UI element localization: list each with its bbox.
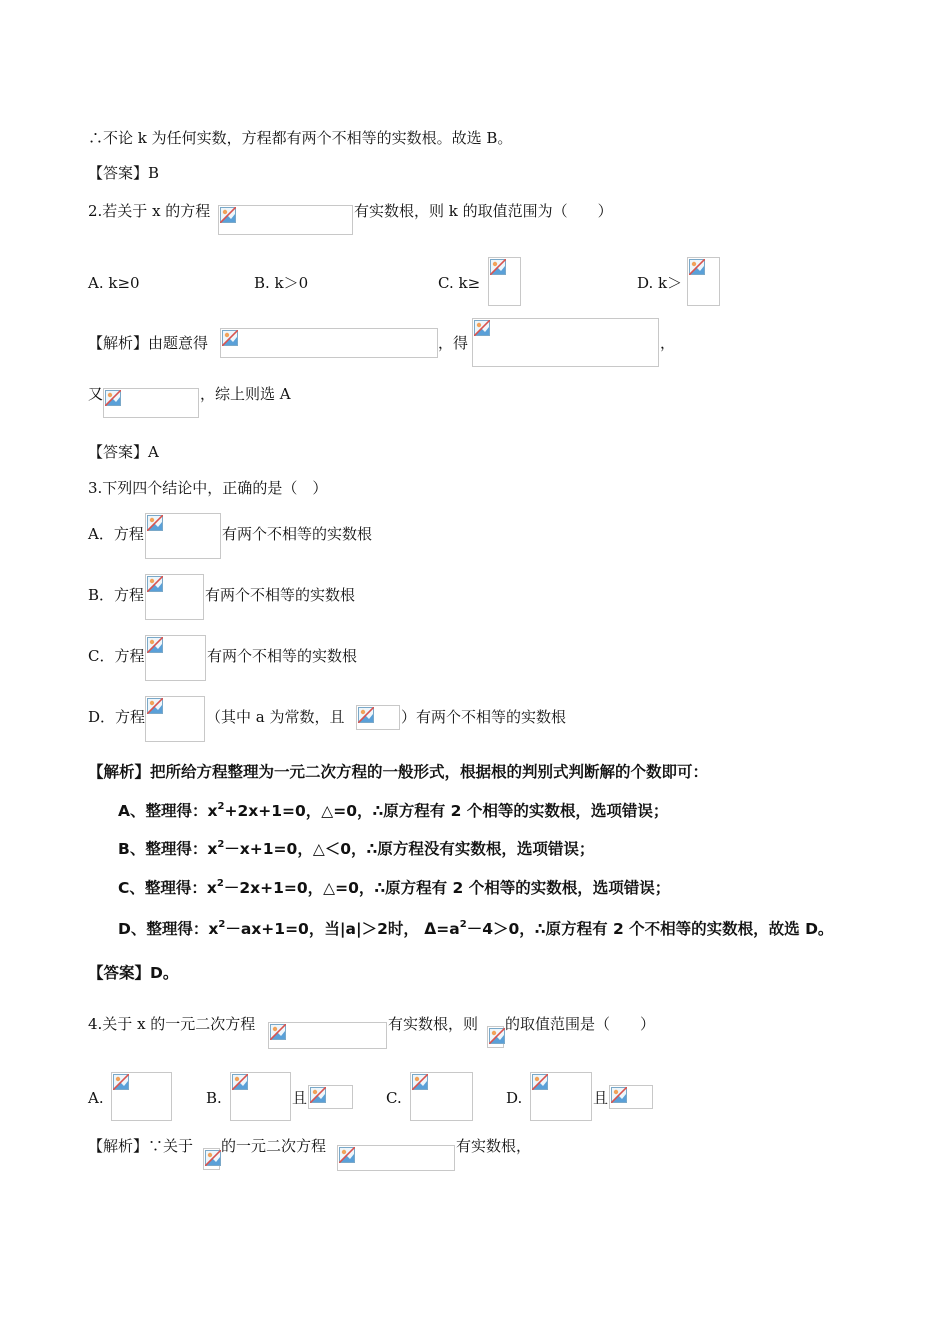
analysis-3-a: A、整理得：$x^2+2x+1=0$，△=0，∴原方程有 2 个相等的实数根，选项错误； — [118, 801, 669, 820]
option-c: C. — [386, 1089, 402, 1107]
analysis-4-mid: 的一元二次方程 — [221, 1137, 327, 1155]
formula-image — [308, 1085, 353, 1109]
broken-image-icon — [490, 259, 506, 275]
formula-image — [410, 1072, 473, 1121]
option-b: B. — [206, 1089, 222, 1107]
option-a-tail: 有两个不相等的实数根 — [222, 525, 373, 543]
option-b: B．方程 — [88, 586, 145, 604]
option-b: B. k＞0 — [254, 274, 309, 292]
question-2-tail: 有实数根，则 k 的取值范围为（ ） — [354, 202, 613, 220]
formula-image — [356, 705, 400, 730]
broken-image-icon — [474, 320, 490, 336]
broken-image-icon — [689, 259, 705, 275]
option-d-mid: （其中 a 为常数，且 — [206, 708, 345, 726]
formula-image — [337, 1145, 455, 1171]
option-b-and: 且 — [292, 1089, 308, 1107]
formula-image — [220, 328, 438, 358]
option-d: D．方程 — [88, 708, 146, 726]
option-b-tail: 有两个不相等的实数根 — [205, 586, 356, 604]
formula-image — [487, 1026, 504, 1048]
answer-line: 【答案】B — [88, 164, 160, 182]
analysis-4-tail: 有实数根， — [456, 1137, 532, 1155]
question-4-mid: 有实数根，则 — [388, 1015, 479, 1033]
analysis-3: 【解析】把所给方程整理为一元二次方程的一般形式，根据根的判别式判断解的个数即可： — [88, 763, 709, 781]
broken-image-icon — [339, 1147, 355, 1163]
broken-image-icon — [105, 390, 121, 406]
formula-image — [145, 513, 221, 559]
broken-image-icon — [532, 1074, 548, 1090]
question-4: 4.关于 x 的一元二次方程 — [88, 1015, 256, 1033]
formula-image — [103, 388, 199, 418]
question-4-tail: 的取值范围是（ ） — [505, 1015, 656, 1033]
option-a: A．方程 — [88, 525, 144, 543]
analysis-4: 【解析】∵关于 — [88, 1137, 194, 1155]
broken-image-icon — [412, 1074, 428, 1090]
formula-image — [145, 635, 206, 681]
analysis-2-comma: ， — [660, 334, 676, 352]
option-d-and: 且 — [593, 1089, 609, 1107]
formula-image — [145, 696, 205, 742]
option-c: C．方程 — [88, 647, 145, 665]
formula-image — [687, 257, 720, 306]
analysis-2-cont: 又 — [88, 385, 104, 403]
broken-image-icon — [220, 207, 236, 223]
broken-image-icon — [310, 1087, 326, 1103]
broken-image-icon — [147, 515, 163, 531]
analysis-2-end: ，综上则选 A — [200, 385, 291, 403]
question-2: 2.若关于 x 的方程 — [88, 202, 211, 220]
formula-image — [111, 1072, 172, 1121]
text-line: ∴不论 k 为任何实数，方程都有两个不相等的实数根。故选 B。 — [88, 129, 513, 147]
question-3: 3.下列四个结论中，正确的是（ ） — [88, 479, 328, 497]
broken-image-icon — [147, 576, 163, 592]
broken-image-icon — [358, 707, 374, 723]
analysis-3-c: C、整理得：$x^2-2x+1=0$，△=0，∴原方程有 2 个相等的实数根，选项错误； — [118, 878, 671, 897]
formula-image — [218, 205, 353, 235]
broken-image-icon — [147, 698, 163, 714]
broken-image-icon — [205, 1150, 221, 1166]
option-a: A. — [88, 1089, 104, 1107]
option-d-tail: ）有两个不相等的实数根 — [401, 708, 567, 726]
broken-image-icon — [270, 1024, 286, 1040]
option-a: A. k≥0 — [88, 274, 140, 292]
analysis-2-mid: ，得 — [438, 334, 469, 352]
formula-image — [145, 574, 204, 620]
formula-image — [609, 1085, 653, 1109]
option-c-tail: 有两个不相等的实数根 — [207, 647, 358, 665]
formula-image — [488, 257, 521, 306]
formula-image — [203, 1148, 220, 1170]
broken-image-icon — [113, 1074, 129, 1090]
answer-line: 【答案】A — [88, 443, 159, 461]
analysis-3-d: D、整理得：$x^2-ax+1=0$，当|a|＞2时， $\Delta=a^2-4>0$，∴原方程有 2 个不相等的实数根，故选 D。 — [118, 919, 834, 938]
broken-image-icon — [147, 637, 163, 653]
option-c: C. k≥ — [438, 274, 481, 292]
analysis-3-b: B、整理得：$x^2-x+1=0$，△＜0，∴原方程没有实数根，选项错误； — [118, 839, 595, 858]
broken-image-icon — [222, 330, 238, 346]
analysis-2: 【解析】由题意得 — [88, 334, 209, 352]
formula-image — [530, 1072, 592, 1121]
broken-image-icon — [232, 1074, 248, 1090]
answer-line: 【答案】D。 — [88, 964, 179, 982]
formula-image — [268, 1022, 387, 1049]
option-d: D. k＞ — [637, 274, 683, 292]
option-d: D. — [506, 1089, 523, 1107]
broken-image-icon — [489, 1028, 505, 1044]
formula-image — [230, 1072, 291, 1121]
broken-image-icon — [611, 1087, 627, 1103]
formula-image — [472, 318, 659, 367]
